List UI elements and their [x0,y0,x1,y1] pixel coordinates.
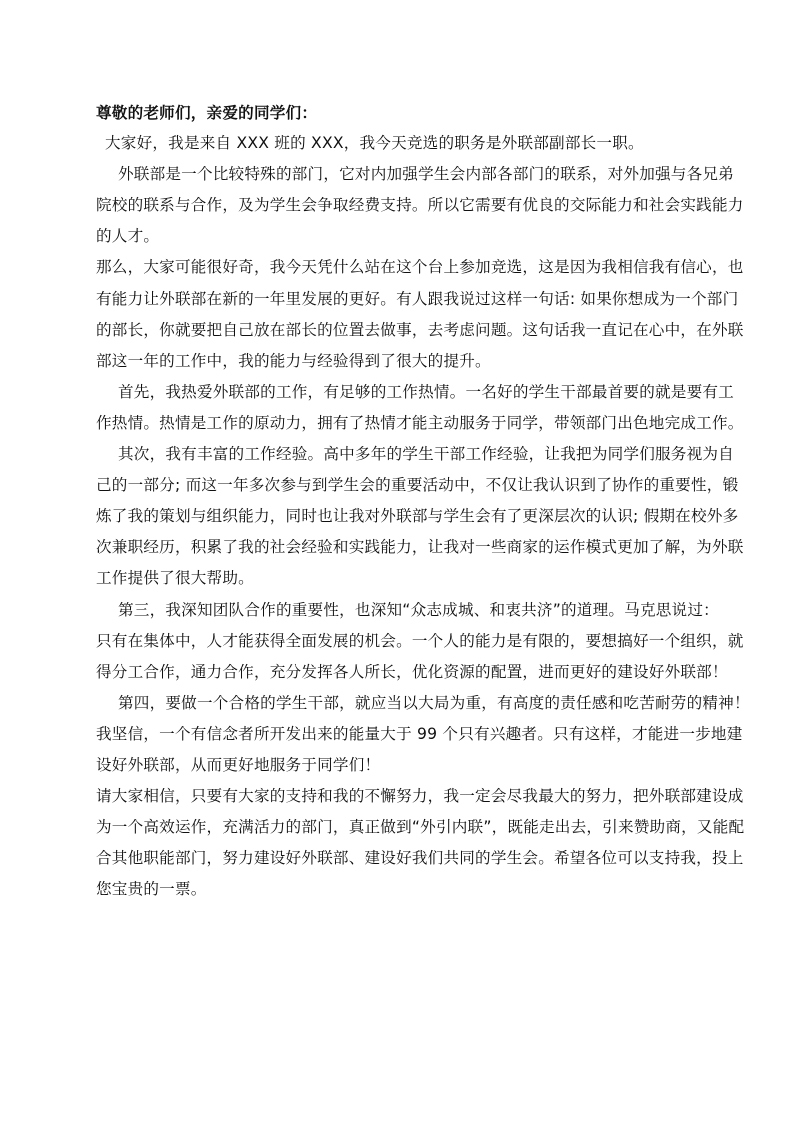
paragraph-line: 设好外联部，从而更好地服务于同学们！ [96,755,381,774]
paragraph-line: 只有在集体中，人才能获得全面发展的机会。一个人的能力是有限的，要想搞好一个组织，就 [96,631,744,650]
paragraph-line: 作热情。热情是工作的原动力，拥有了热情才能主动服务于同学，带领部门出色地完成工作。 [96,413,744,432]
paragraph-line: 那么，大家可能很好奇，我今天凭什么站在这个台上参加竞选，这是因为我相信我有信心，也 [96,258,744,277]
paragraph-line: 我坚信，一个有信念者所开发出来的能量大于 99 个只有兴趣者。只有这样，才能进一步地建 [96,724,743,743]
paragraph-line: 合其他职能部门，努力建设好外联部、建设好我们共同的学生会。希望各位可以支持我，投上 [96,849,744,868]
paragraph-line: 工作提供了很大帮助。 [96,569,254,588]
paragraph-line: 的部长，你就要把自己放在部长的位置去做事，去考虑问题。这句话我一直记在心中，在外联 [96,320,744,339]
paragraph-line: 其次，我有丰富的工作经验。高中多年的学生干部工作经验，让我把为同学们服务视为自 [118,445,734,464]
paragraph-line: 炼了我的策划与组织能力，同时也让我对外联部与学生会有了更深层次的认识; 假期在校外多 [96,507,739,526]
paragraph-line: 院校的联系与合作，及为学生会争取经费支持。所以它需要有优良的交际能力和社会实践能力 [96,196,744,215]
paragraph-line: 第三，我深知团队合作的重要性，也深知“众志成城、和衷共济”的道理。马克思说过： [118,600,719,619]
paragraph-line: 外联部是一个比较特殊的部门，它对内加强学生会内部各部门的联系，对外加强与各兄弟 [118,165,734,184]
paragraph-line: 部这一年的工作中，我的能力与经验得到了很大的提升。 [96,351,491,370]
paragraph-line: 己的一部分; 而这一年多次参与到学生会的重要活动中，不仅让我认识到了协作的重要性，锻 [96,476,739,495]
paragraph-line: 次兼职经历，积累了我的社会经验和实践能力，让我对一些商家的运作模式更加了解，为外联 [96,538,744,557]
paragraph-line: 有能力让外联部在新的一年里发展的更好。有人跟我说过这样一句话: 如果你想成为一个部门 [96,289,739,308]
paragraph-line: 您宝贵的一票。 [96,880,207,899]
paragraph-line: 请大家相信，只要有大家的支持和我的不懈努力，我一定会尽我最大的努力，把外联部建设成 [96,787,744,806]
paragraph-line: 大家好，我是来自 XXX 班的 XXX，我今天竞选的职务是外联部副部长一职。 [105,134,644,153]
paragraph-line: 第四，要做一个合格的学生干部，就应当以大局为重，有高度的责任感和吃苦耐劳的精神！ [118,693,750,712]
paragraph-line: 得分工合作，通力合作，充分发挥各人所长，优化资源的配置，进而更好的建设好外联部！ [96,662,728,681]
paragraph-line: 的人才。 [96,227,160,246]
document-page [96,97,750,905]
greeting-heading: 尊敬的老师们，亲爱的同学们： [96,103,318,122]
paragraph-line: 为一个高效运作，充满活力的部门，真正做到“外引内联”，既能走出去，引来赞助商，又能配 [96,818,745,837]
paragraph-line: 首先，我热爱外联部的工作，有足够的工作热情。一名好的学生干部最首要的就是要有工 [118,382,734,401]
